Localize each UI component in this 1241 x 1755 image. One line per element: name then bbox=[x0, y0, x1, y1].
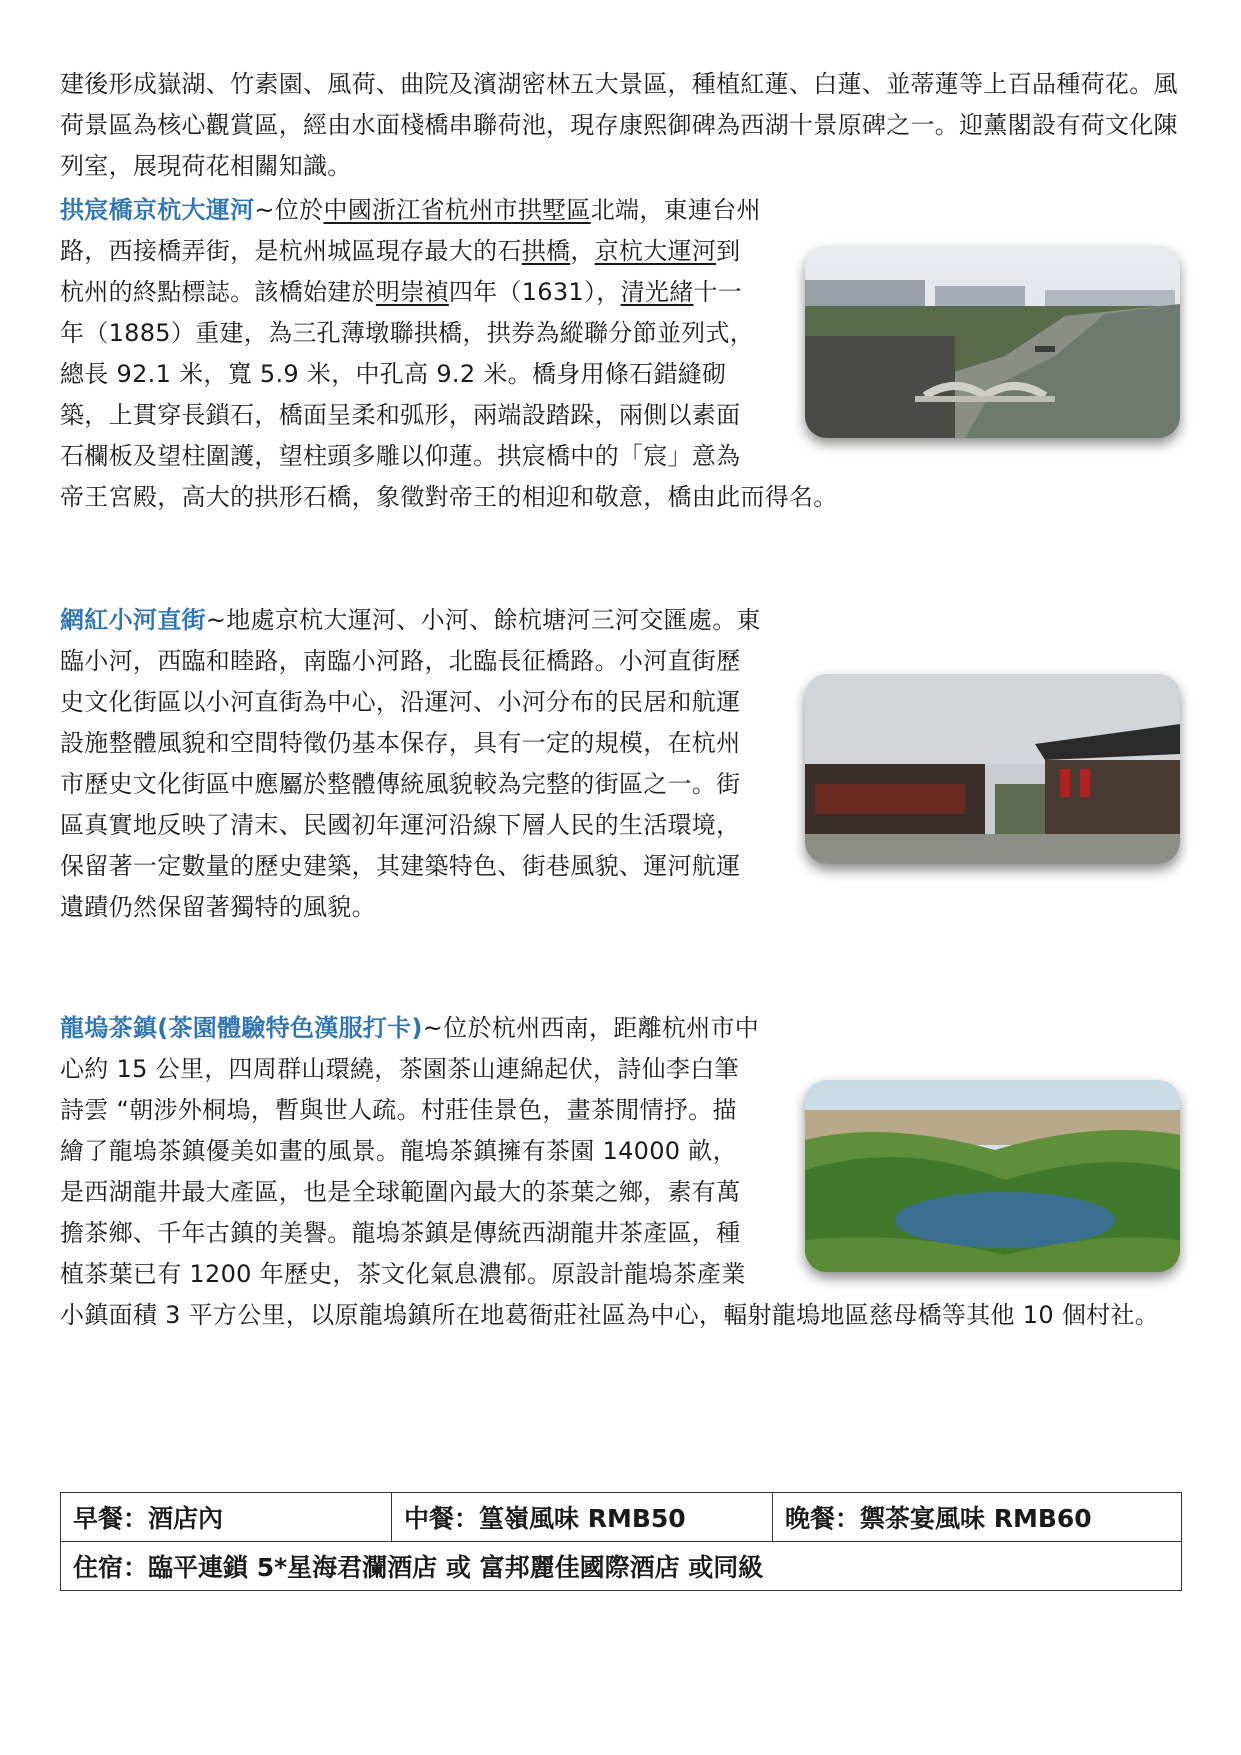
lunch-cell: 中餐：篁嶺風味 RMB50 bbox=[392, 1493, 773, 1542]
link-location[interactable]: 中國浙江省杭州市拱墅區 bbox=[323, 196, 591, 224]
section-grand-canal-title: 拱宸橋京杭大運河 bbox=[60, 196, 255, 224]
dinner-cell: 晚餐：禦茶宴風味 RMB60 bbox=[773, 1493, 1182, 1542]
link-grand-canal[interactable]: 京杭大運河 bbox=[594, 237, 717, 265]
hotel-row bbox=[61, 1542, 1182, 1591]
hotel-cell: 住宿：臨平連鎖 5*星海君瀾酒店 或 富邦麗佳國際酒店 或同級 bbox=[61, 1542, 1182, 1591]
meals-row bbox=[61, 1493, 1182, 1542]
grand-canal-photo bbox=[805, 246, 1180, 438]
link-qing-dynasty[interactable]: 清光緒 bbox=[620, 278, 694, 306]
section-longwu-tea-town-title: 龍塢茶鎮(茶園體驗特色漢服打卡) bbox=[60, 1014, 423, 1042]
breakfast-cell: 早餐：酒店內 bbox=[61, 1493, 392, 1542]
intro-paragraph: 建後形成嶽湖、竹素園、風荷、曲院及濱湖密林五大景區，種植紅蓮、白蓮、並蒂蓮等上百品種荷花。風荷景區為核心觀賞區，經由水面棧橋串聯荷池，現存康熙御碑為西湖十景原碑之一。迎薰閣設有荷文化陳列室，展現荷花相關知識。 bbox=[60, 70, 1178, 180]
section-grand-canal: 拱宸橋京杭大運河~位於中國浙江省杭州市拱墅區北端，東連台州路，西接橋弄街，是杭州城區現存最大的石拱橋，京杭大運河到杭州的終點標誌。該橋始建於明崇禎四年（1631），清光緒十一年（1885）重建，為三孔薄墩聯拱橋，拱券為縱聯分節並列式，總長 92.1 米，寬 5.9 米，中孔高 9.2 米。橋身用條石錯縫砌築，上貫穿長鎖石，橋面呈柔和弧形，兩端設踏跺，兩側以素面石欄板及望柱圍護，望柱頭多雕以仰蓮。拱宸橋中的「宸」意為帝王宮殿，高大的拱形石橋，象徵對帝王的相迎和敬意，橋由此而得名。 bbox=[60, 190, 1180, 518]
link-arch-bridge[interactable]: 拱橋 bbox=[521, 237, 571, 265]
section-xiaohe-street-title: 網紅小河直街 bbox=[60, 606, 206, 634]
meals-table bbox=[60, 1492, 1182, 1591]
section-longwu-tea-town: 龍塢茶鎮(茶園體驗特色漢服打卡)~位於杭州西南，距離杭州市中心約 15 公里，四周群山環繞，茶園茶山連綿起伏，詩仙李白筆詩雲 “朝涉外桐塢，暫與世人疏。村莊佳景色，畫茶閒情抒。描繪了龍塢茶鎮優美如畫的風景。龍塢茶鎮擁有茶園 14000 畝，是西湖龍井最大產區，也是全球範圍內最大的茶葉之鄉，素有萬擔茶鄉、千年古鎮的美譽。龍塢茶鎮是傳統西湖龍井茶產區，種植茶葉已有 1200 年歷史，茶文化氣息濃郁。原設計龍塢茶產業小鎮面積 3 平方公里，以原龍塢鎮所在地葛衙莊社區為中心，輻射龍塢地區慈母橋等其他 10 個村社。 bbox=[60, 1008, 1180, 1336]
longwu-tea-town-photo bbox=[805, 1080, 1180, 1272]
section-xiaohe-street: 網紅小河直街~地處京杭大運河、小河、餘杭塘河三河交匯處。東臨小河，西臨和睦路，南臨小河路，北臨長征橋路。小河直街歷史文化街區以小河直街為中心，沿運河、小河分布的民居和航運設施整體風貌和空間特徵仍基本保存，具有一定的規模，在杭州市歷史文化街區中應屬於整體傳統風貌較為完整的街區之一。街區真實地反映了清末、民國初年運河沿線下層人民的生活環境，保留著一定數量的歷史建築，其建築特色、街巷風貌、運河航運遺蹟仍然保留著獨特的風貌。 bbox=[60, 600, 1180, 928]
link-ming-dynasty[interactable]: 明崇禎 bbox=[375, 278, 449, 306]
xiaohe-street-photo bbox=[805, 674, 1180, 864]
